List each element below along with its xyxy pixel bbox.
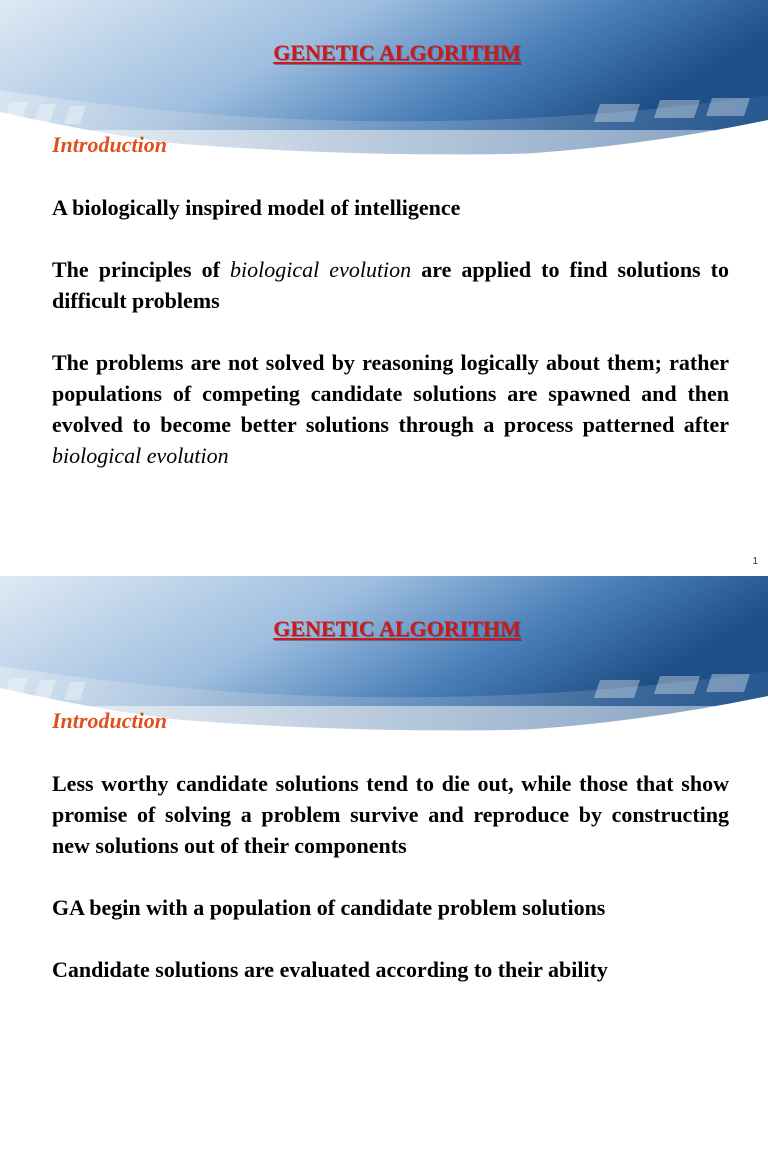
slide-title: GENETIC ALGORITHM	[273, 616, 521, 641]
body-paragraph	[52, 192, 729, 223]
paragraph-text: Less worthy candidate solutions tend to die out, while those that show promise of solving a problem survive and reproduce by constructing new solutions out of their components	[52, 771, 729, 858]
paragraph-text: A biologically inspired model of intelligence	[52, 195, 461, 220]
body-paragraph	[52, 954, 729, 985]
paragraph-text: The problems are not solved by reasoning logically about them; rather populations of competing candidate solutions are spawned and then evolved to become better solutions through a process patterned after	[52, 350, 729, 437]
section-heading: Introduction	[52, 708, 167, 733]
body-paragraph	[52, 892, 729, 923]
body-paragraph	[52, 254, 729, 316]
paragraph-text: GA begin with a population of candidate problem solutions	[52, 895, 606, 920]
paragraph-text: Candidate solutions are evaluated according to their ability	[52, 957, 608, 982]
slide-title: GENETIC ALGORITHM	[273, 40, 521, 65]
slide-body	[52, 768, 729, 1016]
paragraph-text: are applied to find solutions to difficult problems	[52, 257, 729, 313]
slide-2	[0, 576, 768, 1152]
paragraph-italic-text: biological evolution	[52, 443, 229, 468]
section-heading: Introduction	[52, 132, 167, 157]
page-number: 1	[752, 556, 758, 567]
paragraph-text: The principles of	[52, 257, 231, 282]
body-paragraph	[52, 347, 729, 471]
slide-body	[52, 192, 729, 502]
body-paragraph	[52, 768, 729, 861]
paragraph-italic-text: biological evolution	[230, 257, 412, 282]
